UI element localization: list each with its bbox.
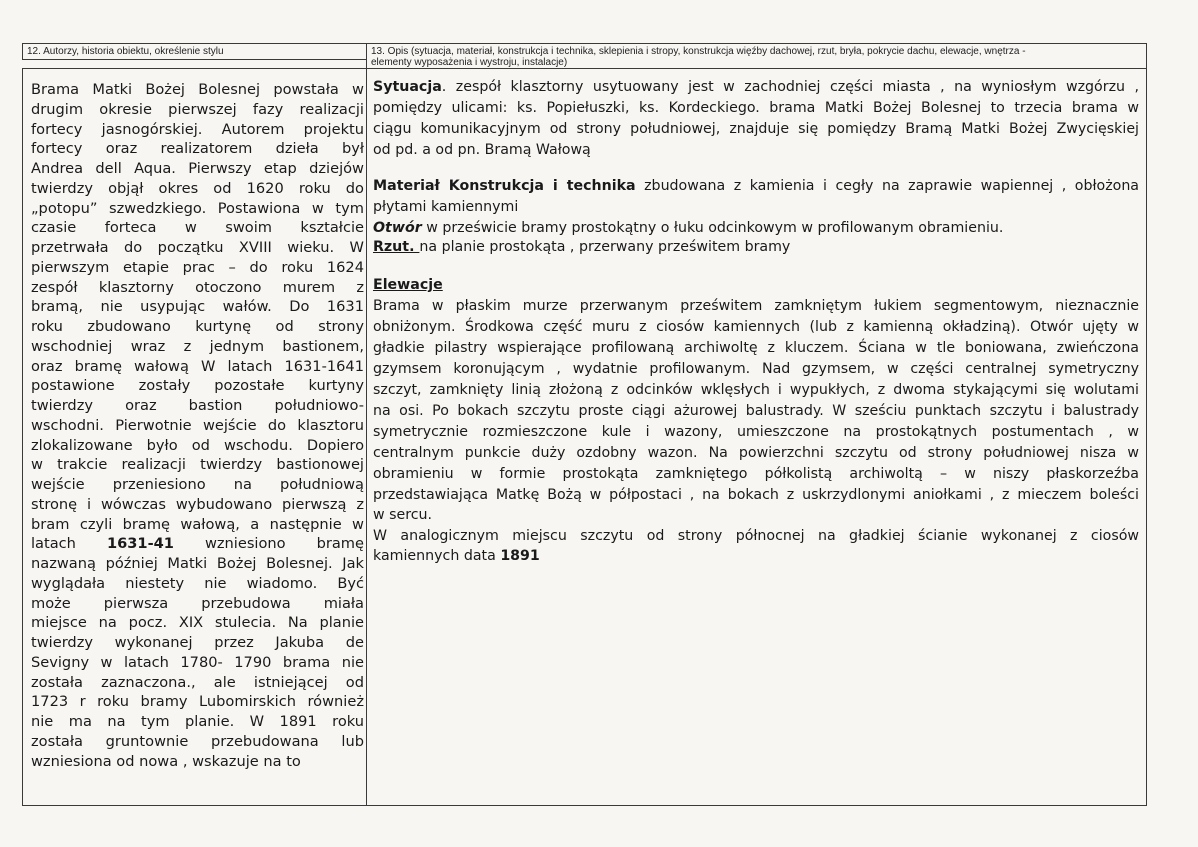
text-line: nie ma na tym planie. W 1891 roku xyxy=(31,713,364,730)
text-line: została zaznaczona., ale istniejącej od xyxy=(31,673,364,691)
text-line: centralnym punkcie duży ozdobny wazon. Na powierzchni szczytu od strony południowej nisza w xyxy=(373,445,1139,461)
text-line xyxy=(373,79,1139,95)
section-12-header xyxy=(22,43,367,60)
text-line: obramieniu w formie prostokąta zamkniętego półkolistą archiwoltą – w niszy płaskorzeźba xyxy=(373,466,1139,482)
text-line: pomiędzy ulicami: ks. Popiełuszki, ks. Kordeckiego. brama Matki Bożej Bolesnej to trzecia brama w xyxy=(373,100,1139,116)
heading-text: Elewacje xyxy=(373,277,443,293)
text-line: wschodniej wraz z jednym bastionem, xyxy=(31,337,364,355)
text-line: może pierwsza przebudowa miała xyxy=(31,594,364,612)
text-line: Andrea dell Aqua. Pierwszy etap dziejów xyxy=(31,160,364,177)
text-line: wschodni. Pierwotnie wejście do klasztoru xyxy=(31,416,364,434)
text-line: została gruntownie przebudowana lub xyxy=(31,732,364,750)
text-line: miejsce na pocz. XIX stulecia. Na planie xyxy=(31,614,364,632)
text-line: Sevigny w latach 1780- 1790 brama nie xyxy=(31,653,364,671)
text-line: W analogicznym miejscu szczytu od strony północnej na gładkiej ścianie wykonanej z ciosów xyxy=(373,528,1139,544)
text-line: gładkie pilastry wspierające profilowaną archiwoltę z kluczem. Ściana w tle boniowana, zwieńczona xyxy=(373,340,1139,356)
text-segment: zbudowana z kamienia i cegły na zaprawie wapiennej , obłożona xyxy=(635,178,1140,194)
heading-text: Rzut. xyxy=(373,239,420,255)
text-line: symetrycznie rozmieszczone kule i wazony, umieszczone na prostokątnych postumentach , w xyxy=(373,424,1139,440)
text-line: „potopu” szwedzkiego. Postawiona w tym xyxy=(31,199,364,217)
text-line: gzymsem koronującym , wydatnie profilowanym. Nad gzymsem, w części centralnej symetryczny xyxy=(373,361,1139,377)
section-12-title: 12. Autorzy, historia obiektu, określenie stylu xyxy=(27,46,224,57)
text-line: w trakcie realizacji twierdzy bastionowej xyxy=(31,456,364,474)
text-line: przedstawiająca Matkę Bożą w półpostaci , na bokach z uskrzydlonymi aniołkami , z mieczem boleści xyxy=(373,487,1139,503)
text-line: od pd. a od pn. Bramą Wałową xyxy=(373,142,591,158)
text-line: bram czyli bramę wałową, a następnie w xyxy=(31,515,364,533)
text-line: zlokalizowane było od wschodu. Dopiero xyxy=(31,436,364,454)
text-line: stronę i wówczas wybudowano pierwszą z xyxy=(31,495,364,513)
text-line: w sercu. xyxy=(373,507,433,523)
text-line: fortecy jasnogórskiej. Autorem projektu xyxy=(31,120,364,138)
heading-text: Otwór xyxy=(373,220,422,236)
text-line xyxy=(373,220,1139,236)
text-line: czasie forteca w swoim kształcie xyxy=(31,219,364,237)
text-line: Brama w płaskim murze przerwanym prześwitem zamkniętym łukiem segmentowym, nieznacznie xyxy=(373,298,1139,314)
section-13-header xyxy=(366,43,1147,69)
text-line: wzniesiona od nowa , wskazuje na to xyxy=(31,752,301,770)
text-line: obniżonym. Środkowa część muru z ciosów kamiennych (lub z kamienną okładziną). Otwór ujęty w xyxy=(373,319,1139,335)
text-line: twierdzy oraz bastion południowo- xyxy=(31,397,364,414)
text-line: pierwszym etapie prac – do roku 1624 xyxy=(31,258,364,276)
text-line: postawione zostały pozostałe kurtyny xyxy=(31,377,364,395)
text-line: na osi. Po bokach szczytu proste ciągi ażurowej balustrady. W sześciu punktach szczytu i balustrady xyxy=(373,403,1139,419)
text-line: wyglądała niestety nie wiadomo. Być xyxy=(31,574,364,592)
text-line: ciągu komunikacyjnym od strony południowej, znajduje się pomiędzy Bramą Matki Bożej Zwycięskiej xyxy=(373,121,1139,137)
text-line xyxy=(31,535,364,552)
section-13-title-line1: 13. Opis (sytuacja, materiał, konstrukcja i technika, sklepienia i stropy, konstrukcja więźby dachowej, rzut, bryła, pokrycie dachu, elewacje, wnętrza - xyxy=(371,46,1026,57)
text-line xyxy=(373,239,1139,255)
text-line: twierdzy objął okres od 1620 roku do xyxy=(31,179,364,197)
text-line: płytami kamiennymi xyxy=(373,199,519,215)
text-line: wejście przeniesiono na południową xyxy=(31,476,364,493)
description-text-cell xyxy=(366,68,1147,806)
text-line: twierdzy wykonanej przez Jakuba de xyxy=(31,634,364,651)
text-line: oraz bramę wałową W latach 1631-1641 xyxy=(31,357,364,375)
heading-text: Sytuacja xyxy=(373,79,442,95)
text-line: 1723 r roku bramy Lubomirskich również xyxy=(31,693,364,711)
text-line: bramą, nie usypując wałów. Do 1631 xyxy=(31,298,364,316)
history-text-cell xyxy=(22,68,367,806)
text-segment: latach xyxy=(31,535,107,553)
heading-text: Materiał Konstrukcja i technika xyxy=(373,178,636,194)
heading-text: 1891 xyxy=(500,548,540,564)
text-line xyxy=(373,548,1139,564)
text-segment: . zespół klasztorny usytuowany jest w zachodniej części miasta , na wyniosłym wzgórzu , xyxy=(441,79,1139,95)
text-line: fortecy oraz realizatorem dzieła był xyxy=(31,140,364,158)
text-line: drugim okresie pierwszej fazy realizacji xyxy=(31,100,364,118)
text-segment: kamiennych data xyxy=(373,548,501,564)
text-line: roku zbudowano kurtynę od strony xyxy=(31,318,364,335)
text-line: zespół klasztorny otoczono murem z xyxy=(31,278,364,296)
text-segment: wzniesiono bramę xyxy=(173,535,364,553)
text-segment: na planie prostokąta , przerwany prześwitem bramy xyxy=(419,239,791,255)
heading-text: 1631-41 xyxy=(106,535,174,553)
text-line: przetrwała do początku XVIII wieku. W xyxy=(31,239,364,256)
text-segment: w prześwicie bramy prostokątny o łuku odcinkowym w profilowanym obramieniu. xyxy=(421,220,1004,236)
section-13-title-line2: elementy wyposażenia i wystroju, instalacje) xyxy=(371,57,568,68)
text-line xyxy=(373,178,1139,194)
text-line: nazwaną później Matki Bożej Bolesnej. Jak xyxy=(31,555,364,572)
text-line: Brama Matki Bożej Bolesnej powstała w xyxy=(31,81,364,98)
text-line xyxy=(373,277,1139,293)
text-line: szczyt, zamknięty linią złożoną z odcinków wklęsłych i wypukłych, z dwoma stykającymi się wolutami xyxy=(373,382,1139,398)
